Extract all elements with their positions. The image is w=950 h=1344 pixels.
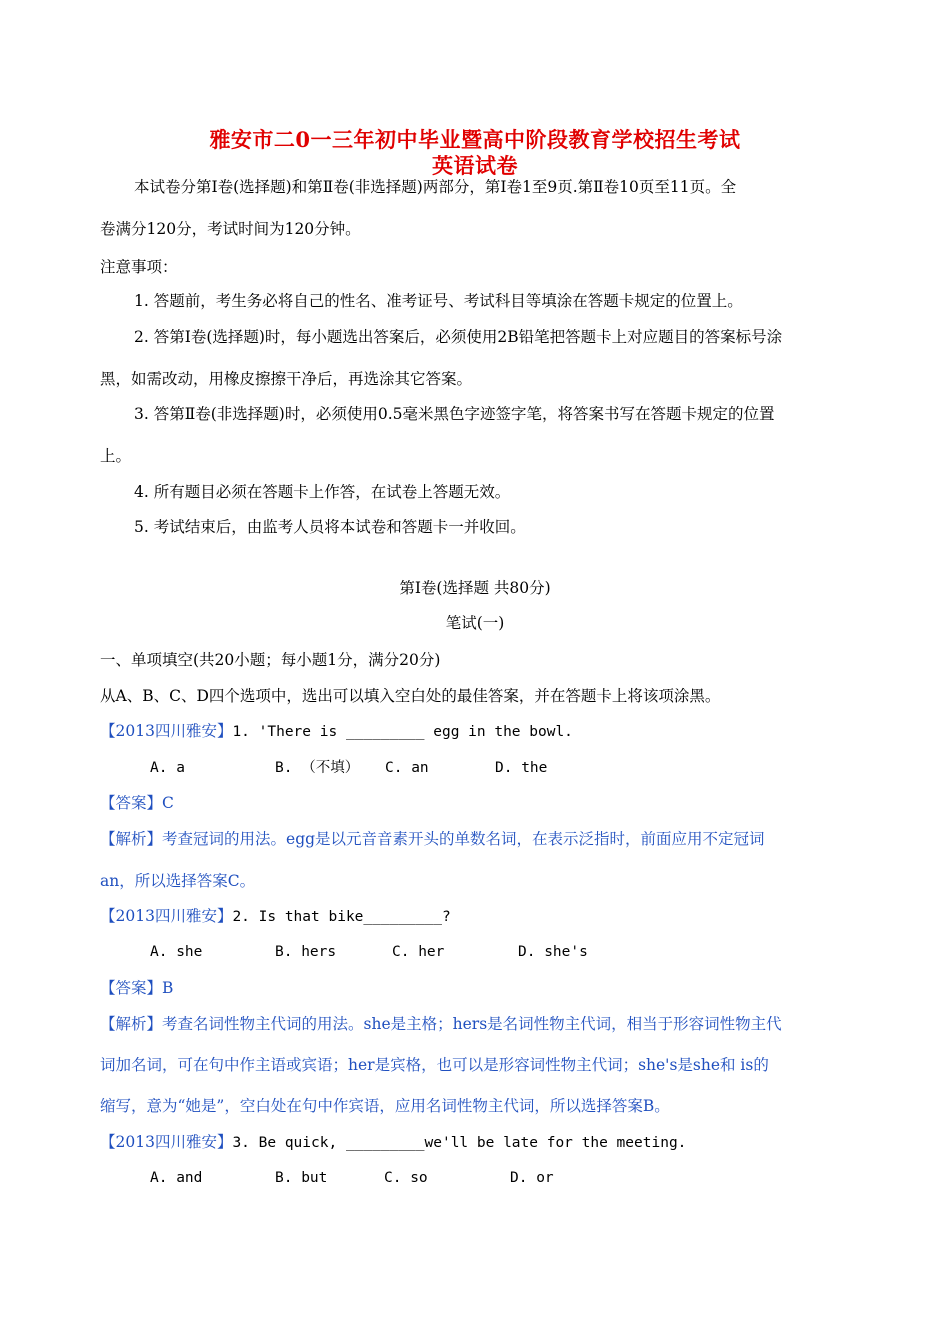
question-2-answer [100, 978, 173, 998]
intro-line-1: 本试卷分第Ⅰ卷(选择题)和第Ⅱ卷(非选择题)两部分，第Ⅰ卷1至9页.第Ⅱ卷10页至11页。全 [134, 178, 737, 196]
option-d: D. the [495, 760, 548, 776]
question-2 [100, 906, 451, 927]
notice-item-1: 1. 答题前，考生务必将自己的性名、准考证号、考试科目等填涂在答题卡规定的位置上。 [134, 292, 743, 310]
question-stem: 1. 'There is _________ egg in the bowl. [232, 724, 573, 740]
exam-title: 雅安市二0一三年初中毕业暨高中阶段教育学校招生考试 [209, 127, 741, 152]
intro-line-2: 卷满分120分，考试时间为120分钟。 [100, 220, 361, 238]
part-instruction: 从A、B、C、D四个选项中，选出可以填入空白处的最佳答案，并在答题卡上将该项涂黑。 [100, 687, 721, 705]
analysis-text: 考查冠词的用法。egg是以元音音素开头的单数名词，在表示泛指时，前面应用不定冠词 [162, 830, 765, 848]
option-c: C. so [384, 1170, 428, 1186]
option-c: C. an [385, 760, 429, 776]
notice-item-3-cont: 上。 [100, 447, 132, 465]
question-1-answer [100, 793, 174, 813]
option-c: C. her [392, 944, 445, 960]
notice-item-4: 4. 所有题目必须在答题卡上作答，在试卷上答题无效。 [134, 483, 511, 501]
option-a: A. she [150, 944, 203, 960]
answer-label: 【答案】 [100, 979, 163, 997]
exam-subtitle: 英语试卷 [432, 153, 518, 178]
notice-item-3: 3. 答第Ⅱ卷(非选择题)时，必须使用0.5毫米黑色字迹签字笔，将答案书写在答题卡规定的位置 [134, 405, 775, 423]
notice-item-2: 2. 答第Ⅰ卷(选择题)时，每小题选出答案后，必须使用2B铅笔把答题卡上对应题目的答案标号涂 [134, 328, 783, 346]
question-1 [100, 721, 573, 742]
notice-item-2-cont: 黑，如需改动，用橡皮擦擦干净后，再选涂其它答案。 [100, 370, 473, 388]
option-d: D. or [510, 1170, 554, 1186]
option-b: B. （不填） [275, 760, 360, 776]
answer-value: C [162, 794, 174, 812]
option-b: B. but [275, 1170, 328, 1186]
question-1-options [150, 758, 547, 778]
answer-label: 【答案】 [100, 794, 163, 812]
option-d: D. she's [518, 944, 588, 960]
analysis-label: 【解析】 [100, 1015, 163, 1033]
question-1-analysis-1 [100, 829, 765, 849]
question-2-analysis-2: 词加名词，可在句中作主语或宾语；her是宾格，也可以是形容词性物主代词；she's是she和 is的 [100, 1056, 769, 1074]
question-3-options [150, 1168, 554, 1188]
answer-value: B [162, 979, 174, 997]
notice-heading: 注意事项： [100, 258, 178, 276]
question-source: 【2013四川雅安】 [100, 1133, 233, 1151]
question-stem: 3. Be quick, _________we'll be late for the meeting. [232, 1135, 687, 1151]
analysis-text: 考查名词性物主代词的用法。she是主格；hers是名词性物主代词，相当于形容词性物主代 [162, 1015, 782, 1033]
question-2-options [150, 942, 588, 962]
analysis-label: 【解析】 [100, 830, 163, 848]
option-a: A. a [150, 760, 185, 776]
option-a: A. and [150, 1170, 203, 1186]
question-2-analysis-1 [100, 1014, 782, 1034]
question-2-analysis-3: 缩写，意为“她是”，空白处在句中作宾语，应用名词性物主代词，所以选择答案B。 [100, 1097, 670, 1115]
option-b: B. hers [275, 944, 337, 960]
question-1-analysis-2: an，所以选择答案C。 [100, 872, 256, 890]
written-heading: 笔试(一) [445, 614, 505, 632]
part-heading: 一、单项填空(共20小题；每小题1分，满分20分) [100, 651, 441, 669]
question-source: 【2013四川雅安】 [100, 722, 233, 740]
question-stem: 2. Is that bike_________? [232, 909, 451, 925]
notice-item-5: 5. 考试结束后，由监考人员将本试卷和答题卡一并收回。 [134, 518, 526, 536]
question-3 [100, 1132, 686, 1153]
volume-heading: 第Ⅰ卷(选择题 共80分) [399, 579, 551, 597]
question-source: 【2013四川雅安】 [100, 907, 233, 925]
